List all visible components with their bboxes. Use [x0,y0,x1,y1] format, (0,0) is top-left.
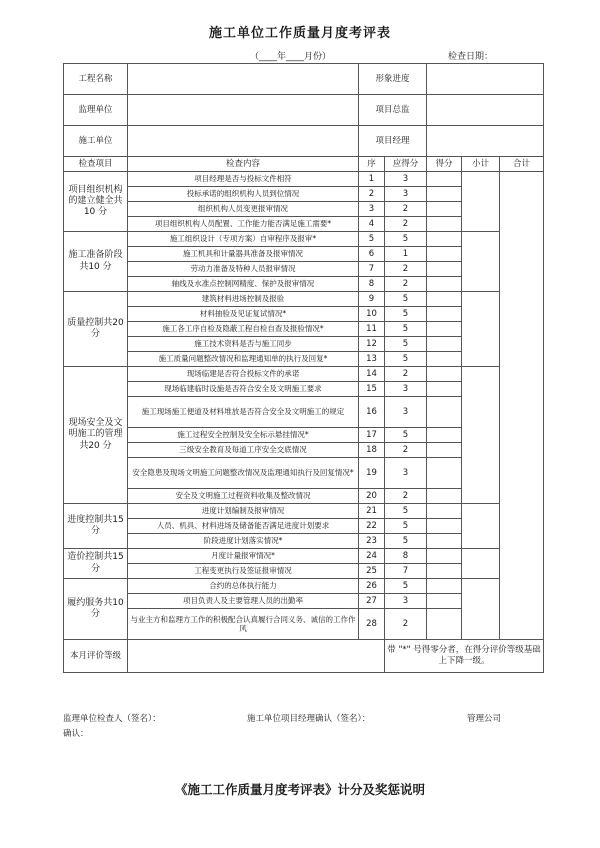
due-score: 2 [385,277,427,292]
progress-value[interactable] [427,64,544,95]
got-score-cell[interactable] [427,549,462,564]
supervision-unit-label: 监理单位 [64,95,128,126]
seq-number: 11 [359,322,385,337]
check-content: 建筑材料进场控制及报验 [128,292,359,307]
seq-number: 12 [359,337,385,352]
check-content: 施工质量问题整改情况和监理通知单的执行及回复* [128,352,359,367]
seq-number: 19 [359,458,385,489]
check-content: 施工机具和计量器具准备及报审情况 [128,247,359,262]
check-content: 月度计量报审情况* [128,549,359,564]
seq-number: 25 [359,564,385,579]
seq-number: 27 [359,594,385,609]
got-score-cell[interactable] [427,262,462,277]
seq-number: 24 [359,549,385,564]
seq-number: 5 [359,232,385,247]
due-score: 1 [385,247,427,262]
monthly-eval-value[interactable] [128,640,385,673]
due-score: 5 [385,292,427,307]
monthly-eval-remark: 带 "*" 号得零分者，在得分评价等级基础上下降一级。 [385,640,544,673]
got-score-cell[interactable] [427,519,462,534]
chief-supervisor-value[interactable] [427,95,544,126]
seq-number: 3 [359,202,385,217]
due-score: 3 [385,594,427,609]
month-line: （____年____月份） [250,52,332,62]
seq-number: 10 [359,307,385,322]
construction-unit-value[interactable] [128,126,359,157]
category-label: 项目组织机构的建立健全共 10 分 [64,172,128,232]
header-seq: 序 [359,157,385,172]
check-content: 项目经理是否与投标文件相符 [128,172,359,187]
check-content: 现场临建临时设施是否符合安全及文明施工要求 [128,382,359,397]
subtotal-cell[interactable] [462,549,500,579]
check-content: 工程变更执行及签证报审情况 [128,564,359,579]
chief-supervisor-label: 项目总监 [359,95,427,126]
due-score: 3 [385,382,427,397]
check-content: 与业主方和监理方工作的积极配合认真履行合同义务、诚信的工作作风 [128,609,359,640]
check-content: 劳动力准备及特种人员报审情况 [128,262,359,277]
got-score-cell[interactable] [427,277,462,292]
supervision-unit-value[interactable] [128,95,359,126]
header-total: 合计 [500,157,544,172]
monthly-eval-label: 本月评价等级 [64,640,128,673]
progress-label: 形象进度 [359,64,427,95]
seq-number: 13 [359,352,385,367]
category-label: 施工准备阶段共10 分 [64,232,128,292]
project-name-label: 工程名称 [64,64,128,95]
due-score: 3 [385,172,427,187]
check-content: 投标承诺的组织机构人员到位情况 [128,187,359,202]
due-score: 2 [385,202,427,217]
project-manager-value[interactable] [427,126,544,157]
seq-number: 18 [359,443,385,458]
got-score-cell[interactable] [427,247,462,262]
company-label: 管理公司 [467,714,502,724]
check-content: 轴线及水准点控制网精度、保护及报审情况 [128,277,359,292]
got-score-cell[interactable] [427,428,462,443]
seq-number: 17 [359,428,385,443]
got-score-cell[interactable] [427,382,462,397]
got-score-cell[interactable] [427,458,462,489]
got-score-cell[interactable] [427,609,462,640]
header-subtotal: 小计 [462,157,500,172]
table-row [64,292,544,307]
seq-number: 7 [359,262,385,277]
check-content: 材料抽验及见证复试情况* [128,307,359,322]
due-score: 5 [385,428,427,443]
subtotal-cell[interactable] [462,579,500,640]
seq-number: 15 [359,382,385,397]
got-score-cell[interactable] [427,564,462,579]
due-score: 5 [385,504,427,519]
got-score-cell[interactable] [427,322,462,337]
seq-number: 9 [359,292,385,307]
due-score: 7 [385,564,427,579]
check-content: 人员、机具、材料进场及储备能否满足进度计划要求 [128,519,359,534]
header-item: 检查项目 [64,157,128,172]
due-score: 5 [385,519,427,534]
header-got-score: 得分 [427,157,462,172]
due-score: 2 [385,217,427,232]
category-label: 质量控制共20 分 [64,292,128,367]
category-label: 履约服务共10 分 [64,579,128,640]
got-score-cell[interactable] [427,307,462,322]
due-score: 2 [385,609,427,640]
seq-number: 16 [359,397,385,428]
category-label: 造价控制共15 分 [64,549,128,579]
got-score-cell[interactable] [427,367,462,382]
got-score-cell[interactable] [427,292,462,307]
due-score: 5 [385,534,427,549]
check-content: 现场临建是否符合投标文件的承诺 [128,367,359,382]
subtotal-cell[interactable] [462,232,500,292]
table-row [64,549,544,564]
due-score: 5 [385,352,427,367]
due-score: 5 [385,322,427,337]
supervisor-signature-label: 监理单位检查人（签名）： [63,714,161,724]
manager-signature-label: 施工单位项目经理确认（签名）： [247,714,371,724]
check-content: 安全及文明施工过程资料收集及整改情况 [128,489,359,504]
due-score: 3 [385,397,427,428]
check-content: 施工技术资料是否与施工同步 [128,337,359,352]
total-cell[interactable] [500,172,544,640]
check-content: 施工现场施工便道及材料堆放是否符合安全及文明施工的规定 [128,397,359,428]
got-score-cell[interactable] [427,579,462,594]
due-score: 3 [385,187,427,202]
check-content: 进度计划编制及报审情况 [128,504,359,519]
got-score-cell[interactable] [427,232,462,247]
header-content: 检查内容 [128,157,359,172]
got-score-cell[interactable] [427,443,462,458]
seq-number: 21 [359,504,385,519]
seq-number: 6 [359,247,385,262]
subtotal-cell[interactable] [462,504,500,549]
confirm-label: 确认： [63,729,89,739]
check-content: 合约的总体执行能力 [128,579,359,594]
check-content: 施工组织设计（专项方案）自审程序及报审* [128,232,359,247]
check-content: 阶段进度计划落实情况* [128,534,359,549]
got-score-cell[interactable] [427,397,462,428]
check-content: 施工过程安全控制及安全标示悬挂情况* [128,428,359,443]
got-score-cell[interactable] [427,594,462,609]
seq-number: 22 [359,519,385,534]
table-row [64,579,544,594]
table-row [64,232,544,247]
form-title: 施工单位工作质量月度考评表 [208,26,391,41]
seq-number: 26 [359,579,385,594]
due-score: 8 [385,549,427,564]
project-name-value[interactable] [128,64,359,95]
evaluation-table [63,63,544,673]
due-score: 2 [385,262,427,277]
got-score-cell[interactable] [427,337,462,352]
project-manager-label: 项目经理 [359,126,427,157]
check-content: 项目负责人及主要管理人员的出勤率 [128,594,359,609]
due-score: 3 [385,458,427,489]
seq-number: 20 [359,489,385,504]
got-score-cell[interactable] [427,352,462,367]
got-score-cell[interactable] [427,202,462,217]
seq-number: 1 [359,172,385,187]
check-content: 项目组织机构人员配置、工作能力能否满足施工需要* [128,217,359,232]
check-content: 施工各工序自检及隐蔽工程自检自查及报验情况* [128,322,359,337]
table-row [64,367,544,382]
got-score-cell[interactable] [427,172,462,187]
check-date-label: 检查日期： [448,52,494,62]
check-content: 安全隐患及现场文明施工问题整改情况及监理通知执行及回复情况* [128,458,359,489]
got-score-cell[interactable] [427,504,462,519]
due-score: 2 [385,367,427,382]
table-row [64,504,544,519]
category-label: 现场安全及文明施工的管理共20 分 [64,367,128,504]
subtotal-cell[interactable] [462,292,500,367]
got-score-cell[interactable] [427,187,462,202]
seq-number: 2 [359,187,385,202]
subtotal-cell[interactable] [462,172,500,232]
got-score-cell[interactable] [427,534,462,549]
due-score: 5 [385,232,427,247]
got-score-cell[interactable] [427,217,462,232]
due-score: 5 [385,307,427,322]
seq-number: 14 [359,367,385,382]
check-content: 组织机构人员变更报审情况 [128,202,359,217]
due-score: 5 [385,337,427,352]
seq-number: 4 [359,217,385,232]
construction-unit-label: 施工单位 [64,126,128,157]
footer-title: 《施工工作质量月度考评表》计分及奖惩说明 [174,782,425,797]
due-score: 2 [385,489,427,504]
seq-number: 28 [359,609,385,640]
seq-number: 8 [359,277,385,292]
got-score-cell[interactable] [427,489,462,504]
category-label: 进度控制共15 分 [64,504,128,549]
header-due-score: 应得分 [385,157,427,172]
due-score: 5 [385,579,427,594]
subtotal-cell[interactable] [462,367,500,504]
table-row [64,172,544,187]
check-content: 三级安全教育及每道工序安全交底情况 [128,443,359,458]
seq-number: 23 [359,534,385,549]
due-score: 2 [385,443,427,458]
